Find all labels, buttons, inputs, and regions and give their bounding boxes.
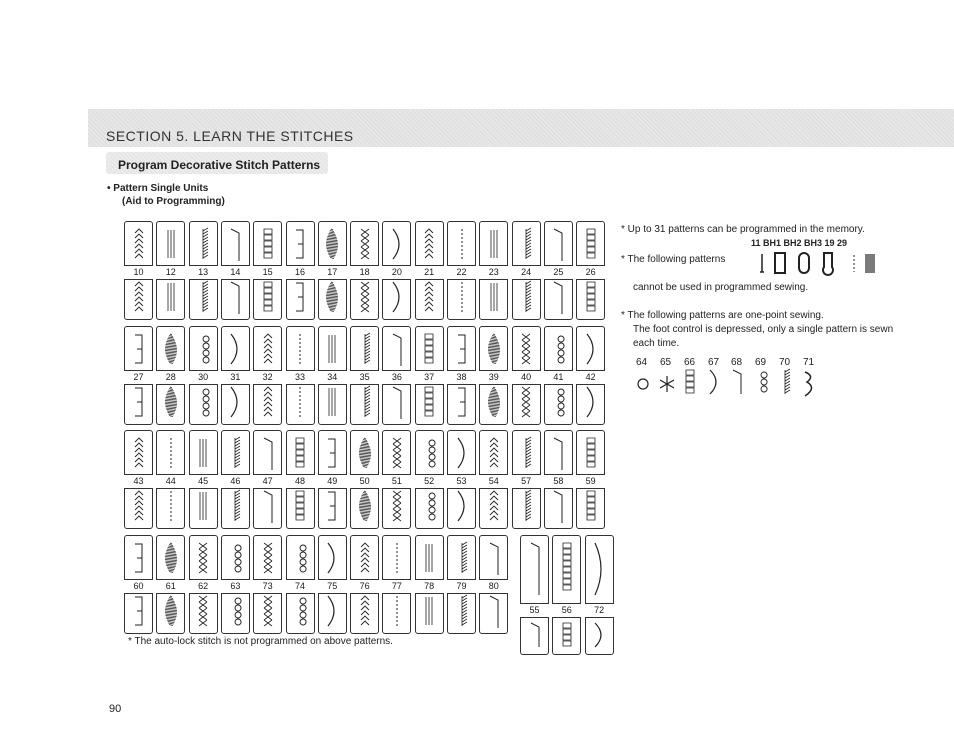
stitch-icon [355, 489, 375, 523]
one-point-number: 70 [779, 357, 791, 368]
stitch-icon [129, 436, 149, 470]
stitch-icon [516, 332, 536, 366]
stitch-icon [484, 436, 504, 470]
stitch-icon [581, 332, 601, 366]
pattern-cell [350, 430, 379, 529]
pattern-number: 24 [512, 265, 541, 280]
pattern-cell [544, 221, 573, 320]
stitch-icon [588, 541, 610, 597]
pattern-cell [479, 326, 508, 425]
excluded-patterns-icon [758, 250, 888, 276]
pattern-cell [221, 221, 250, 320]
stitch-icon [322, 436, 342, 470]
pattern-number: 51 [382, 474, 411, 489]
pattern-cell [447, 326, 476, 425]
pattern-number: 49 [318, 474, 347, 489]
pattern-number: 60 [124, 579, 153, 594]
pattern-number: 13 [189, 265, 218, 280]
pattern-number: 78 [415, 579, 444, 594]
pattern-number: 20 [382, 265, 411, 280]
pattern-cell [576, 326, 605, 425]
stitch-icon [387, 280, 407, 314]
stitch-icon [129, 332, 149, 366]
pattern-number: 10 [124, 265, 153, 280]
stitch-icon [516, 227, 536, 261]
pattern-cell [189, 221, 218, 320]
stitch-icon [225, 332, 245, 366]
stitch-icon [129, 280, 149, 314]
stitch-icon [193, 385, 213, 419]
stitch-icon [419, 541, 439, 575]
stitch-icon [290, 541, 310, 575]
pattern-cell [318, 221, 347, 320]
pattern-cell [447, 430, 476, 529]
one-point-number: 64 [636, 357, 648, 368]
stitch-icon [322, 332, 342, 366]
stitch-icon [193, 436, 213, 470]
pattern-number: 22 [447, 265, 476, 280]
pattern-number: 76 [350, 579, 379, 594]
pattern-cell [156, 430, 185, 529]
pattern-number: 17 [318, 265, 347, 280]
note-cannot-be-used: cannot be used in programmed sewing. [633, 282, 809, 293]
stitch-icon [129, 227, 149, 261]
stitch-icon [290, 227, 310, 261]
pattern-number: 12 [156, 265, 185, 280]
stitch-icon [258, 489, 278, 523]
pattern-cell [512, 430, 541, 529]
note-one-point: * The following patterns are one-point sewing. [621, 310, 824, 321]
pattern-cell [286, 535, 315, 634]
stitch-icon [452, 385, 472, 419]
stitch-icon [290, 385, 310, 419]
stitch-icon [556, 541, 578, 597]
pattern-number: 44 [156, 474, 185, 489]
pattern-cell [253, 221, 282, 320]
stitch-icon [419, 489, 439, 523]
stitch-icon [129, 541, 149, 575]
note-foot-control: The foot control is depressed, only a single pattern is sewn [633, 324, 894, 335]
excluded-pattern-numbers: 11 BH1 BH2 BH3 19 29 [751, 238, 848, 248]
stitch-icon [419, 280, 439, 314]
pattern-cell [318, 430, 347, 529]
stitch-icon [548, 436, 568, 470]
stitch-icon [452, 280, 472, 314]
pattern-cell [124, 221, 153, 320]
stitch-icon [225, 541, 245, 575]
pattern-cell [544, 326, 573, 425]
pattern-number: 41 [544, 370, 573, 385]
stitch-icon [193, 332, 213, 366]
pattern-number: 35 [350, 370, 379, 385]
pattern-cell [415, 221, 444, 320]
pattern-number: 15 [253, 265, 282, 280]
stitch-icon [548, 385, 568, 419]
stitch-icon [581, 385, 601, 419]
stitch-icon [225, 489, 245, 523]
pattern-number: 52 [415, 474, 444, 489]
pattern-cell [124, 535, 153, 634]
stitch-icon [290, 280, 310, 314]
pattern-cell [156, 221, 185, 320]
one-point-pattern-icon [632, 368, 654, 398]
one-point-number: 71 [803, 357, 815, 368]
stitch-icon [452, 332, 472, 366]
stitch-icon [452, 594, 472, 628]
one-point-pattern-icon [751, 368, 773, 398]
pattern-cell [253, 430, 282, 529]
pattern-cell [382, 535, 411, 634]
stitch-icon [290, 436, 310, 470]
pattern-number: 27 [124, 370, 153, 385]
stitch-icon [548, 489, 568, 523]
stitch-icon [161, 541, 181, 575]
note-up-to-31: * Up to 31 patterns can be programmed in the memory. [621, 224, 865, 235]
pattern-number: 14 [221, 265, 250, 280]
pattern-number: 25 [544, 265, 573, 280]
stitch-icon [193, 280, 213, 314]
stitch-icon [419, 594, 439, 628]
pattern-cell [350, 535, 379, 634]
stitch-icon [452, 489, 472, 523]
stitch-icon [161, 436, 181, 470]
pattern-cell-tall [585, 535, 614, 655]
pattern-number: 63 [221, 579, 250, 594]
stitch-icon [225, 280, 245, 314]
stitch-icon [484, 594, 504, 628]
aid-heading: (Aid to Programming) [122, 196, 225, 207]
pattern-cell [512, 221, 541, 320]
pattern-cell [253, 326, 282, 425]
pattern-cell [221, 430, 250, 529]
pattern-cell [576, 430, 605, 529]
stitch-icon [355, 436, 375, 470]
stitch-icon [581, 436, 601, 470]
stitch-icon [161, 385, 181, 419]
pattern-cell [447, 221, 476, 320]
stitch-icon [225, 436, 245, 470]
pattern-cell [415, 326, 444, 425]
pattern-cell [382, 326, 411, 425]
stitch-icon [452, 436, 472, 470]
pattern-cell [350, 221, 379, 320]
stitch-icon [387, 489, 407, 523]
stitch-icon [387, 385, 407, 419]
pattern-number: 32 [253, 370, 282, 385]
stitch-icon [322, 489, 342, 523]
one-point-pattern-icon [656, 368, 678, 398]
pattern-number: 73 [253, 579, 282, 594]
stitch-icon [484, 332, 504, 366]
stitch-icon [516, 436, 536, 470]
stitch-icon [129, 489, 149, 523]
pattern-number: 72 [585, 603, 614, 618]
one-point-number: 67 [708, 357, 720, 368]
pattern-number: 18 [350, 265, 379, 280]
one-point-pattern-icon [727, 368, 749, 398]
pattern-cell [124, 326, 153, 425]
stitch-icon [484, 489, 504, 523]
pattern-number: 23 [479, 265, 508, 280]
stitch-icon [258, 385, 278, 419]
note-auto-lock: * The auto-lock stitch is not programmed on above patterns. [128, 636, 393, 647]
stitch-icon [387, 227, 407, 261]
pattern-number: 58 [544, 474, 573, 489]
stitch-icon [355, 280, 375, 314]
stitch-icon [556, 621, 578, 649]
pattern-cell [512, 326, 541, 425]
pattern-cell [318, 326, 347, 425]
pattern-number: 77 [382, 579, 411, 594]
pattern-number: 80 [479, 579, 508, 594]
pattern-number: 16 [286, 265, 315, 280]
stitch-icon [290, 332, 310, 366]
one-point-number: 69 [755, 357, 767, 368]
stitch-icon [290, 489, 310, 523]
pattern-number: 30 [189, 370, 218, 385]
stitch-icon [419, 385, 439, 419]
pattern-number: 53 [447, 474, 476, 489]
stitch-icon [322, 227, 342, 261]
pattern-cell [479, 535, 508, 634]
one-point-number: 68 [731, 357, 743, 368]
pattern-number: 54 [479, 474, 508, 489]
pattern-cell [382, 430, 411, 529]
pattern-cell-tall [520, 535, 549, 655]
pattern-cell [189, 535, 218, 634]
stitch-icon [419, 436, 439, 470]
pattern-number: 42 [576, 370, 605, 385]
stitch-icon [258, 227, 278, 261]
pattern-cell [447, 535, 476, 634]
note-following-patterns: * The following patterns [621, 254, 726, 265]
stitch-icon [258, 436, 278, 470]
pattern-cell [221, 326, 250, 425]
stitch-icon [524, 621, 546, 649]
one-point-pattern-icon [704, 368, 726, 398]
pattern-cell [318, 535, 347, 634]
note-each-time: each time. [633, 338, 680, 349]
stitch-icon [452, 227, 472, 261]
pattern-cell [189, 430, 218, 529]
pattern-cell [286, 326, 315, 425]
stitch-icon [387, 594, 407, 628]
pattern-cell [124, 430, 153, 529]
pattern-number: 79 [447, 579, 476, 594]
pattern-number: 48 [286, 474, 315, 489]
stitch-icon [161, 332, 181, 366]
stitch-icon [355, 594, 375, 628]
pattern-number: 34 [318, 370, 347, 385]
stitch-icon [161, 489, 181, 523]
pattern-cell [479, 221, 508, 320]
pattern-cell [350, 326, 379, 425]
stitch-icon [193, 541, 213, 575]
stitch-icon [193, 594, 213, 628]
stitch-icon [193, 227, 213, 261]
stitch-icon [524, 541, 546, 597]
stitch-icon [322, 385, 342, 419]
stitch-icon [258, 332, 278, 366]
stitch-icon [161, 594, 181, 628]
stitch-icon [516, 489, 536, 523]
one-point-number: 65 [660, 357, 672, 368]
stitch-icon [161, 227, 181, 261]
pattern-cell [576, 221, 605, 320]
page-subtitle: Program Decorative Stitch Patterns [118, 158, 321, 172]
stitch-icon [290, 594, 310, 628]
pattern-cell [189, 326, 218, 425]
stitch-icon [129, 385, 149, 419]
stitch-icon [258, 541, 278, 575]
one-point-pattern-icon [775, 368, 797, 398]
stitch-icon [484, 280, 504, 314]
stitch-icon [581, 280, 601, 314]
stitch-icon [355, 541, 375, 575]
stitch-icon [452, 541, 472, 575]
pattern-number: 47 [253, 474, 282, 489]
stitch-icon [581, 489, 601, 523]
one-point-number: 66 [684, 357, 696, 368]
stitch-icon [516, 385, 536, 419]
stitch-icon [225, 594, 245, 628]
stitch-icon [419, 332, 439, 366]
section-title: SECTION 5. LEARN THE STITCHES [106, 128, 354, 144]
pattern-cell [286, 430, 315, 529]
pattern-cell [415, 535, 444, 634]
stitch-icon [548, 332, 568, 366]
pattern-units-heading: • Pattern Single Units [107, 183, 209, 194]
pattern-number: 55 [520, 603, 549, 618]
pattern-number: 59 [576, 474, 605, 489]
stitch-icon [387, 332, 407, 366]
pattern-cell [253, 535, 282, 634]
pattern-number: 61 [156, 579, 185, 594]
stitch-icon [387, 436, 407, 470]
pattern-number: 46 [221, 474, 250, 489]
stitch-icon [129, 594, 149, 628]
pattern-cell [415, 430, 444, 529]
stitch-icon [355, 227, 375, 261]
stitch-icon [419, 227, 439, 261]
one-point-pattern-icon [799, 368, 821, 398]
pattern-number: 37 [415, 370, 444, 385]
pattern-number: 21 [415, 265, 444, 280]
pattern-cell [479, 430, 508, 529]
pattern-number: 50 [350, 474, 379, 489]
pattern-cell [544, 430, 573, 529]
stitch-icon [258, 594, 278, 628]
pattern-number: 38 [447, 370, 476, 385]
stitch-icon [258, 280, 278, 314]
stitch-icon [225, 385, 245, 419]
stitch-icon [516, 280, 536, 314]
stitch-icon [484, 541, 504, 575]
pattern-number: 45 [189, 474, 218, 489]
stitch-icon [193, 489, 213, 523]
stitch-icon [225, 227, 245, 261]
stitch-icon [581, 227, 601, 261]
stitch-icon [484, 385, 504, 419]
pattern-number: 40 [512, 370, 541, 385]
stitch-icon [161, 280, 181, 314]
pattern-cell [382, 221, 411, 320]
pattern-number: 62 [189, 579, 218, 594]
stitch-icon [387, 541, 407, 575]
stitch-icon [548, 227, 568, 261]
stitch-icon [484, 227, 504, 261]
pattern-number: 43 [124, 474, 153, 489]
pattern-cell-tall [552, 535, 581, 655]
one-point-pattern-icon [680, 368, 702, 398]
stitch-icon [355, 385, 375, 419]
pattern-number: 39 [479, 370, 508, 385]
stitch-icon [322, 280, 342, 314]
pattern-cell [221, 535, 250, 634]
stitch-icon [548, 280, 568, 314]
pattern-number: 33 [286, 370, 315, 385]
stitch-icon [322, 594, 342, 628]
pattern-cell [286, 221, 315, 320]
pattern-number: 31 [221, 370, 250, 385]
page-number: 90 [109, 703, 122, 715]
pattern-number: 26 [576, 265, 605, 280]
pattern-number: 74 [286, 579, 315, 594]
pattern-number: 57 [512, 474, 541, 489]
pattern-number: 56 [552, 603, 581, 618]
stitch-icon [322, 541, 342, 575]
pattern-cell [156, 326, 185, 425]
pattern-cell [156, 535, 185, 634]
stitch-icon [588, 621, 610, 649]
pattern-number: 28 [156, 370, 185, 385]
stitch-icon [355, 332, 375, 366]
pattern-number: 36 [382, 370, 411, 385]
pattern-number: 75 [318, 579, 347, 594]
